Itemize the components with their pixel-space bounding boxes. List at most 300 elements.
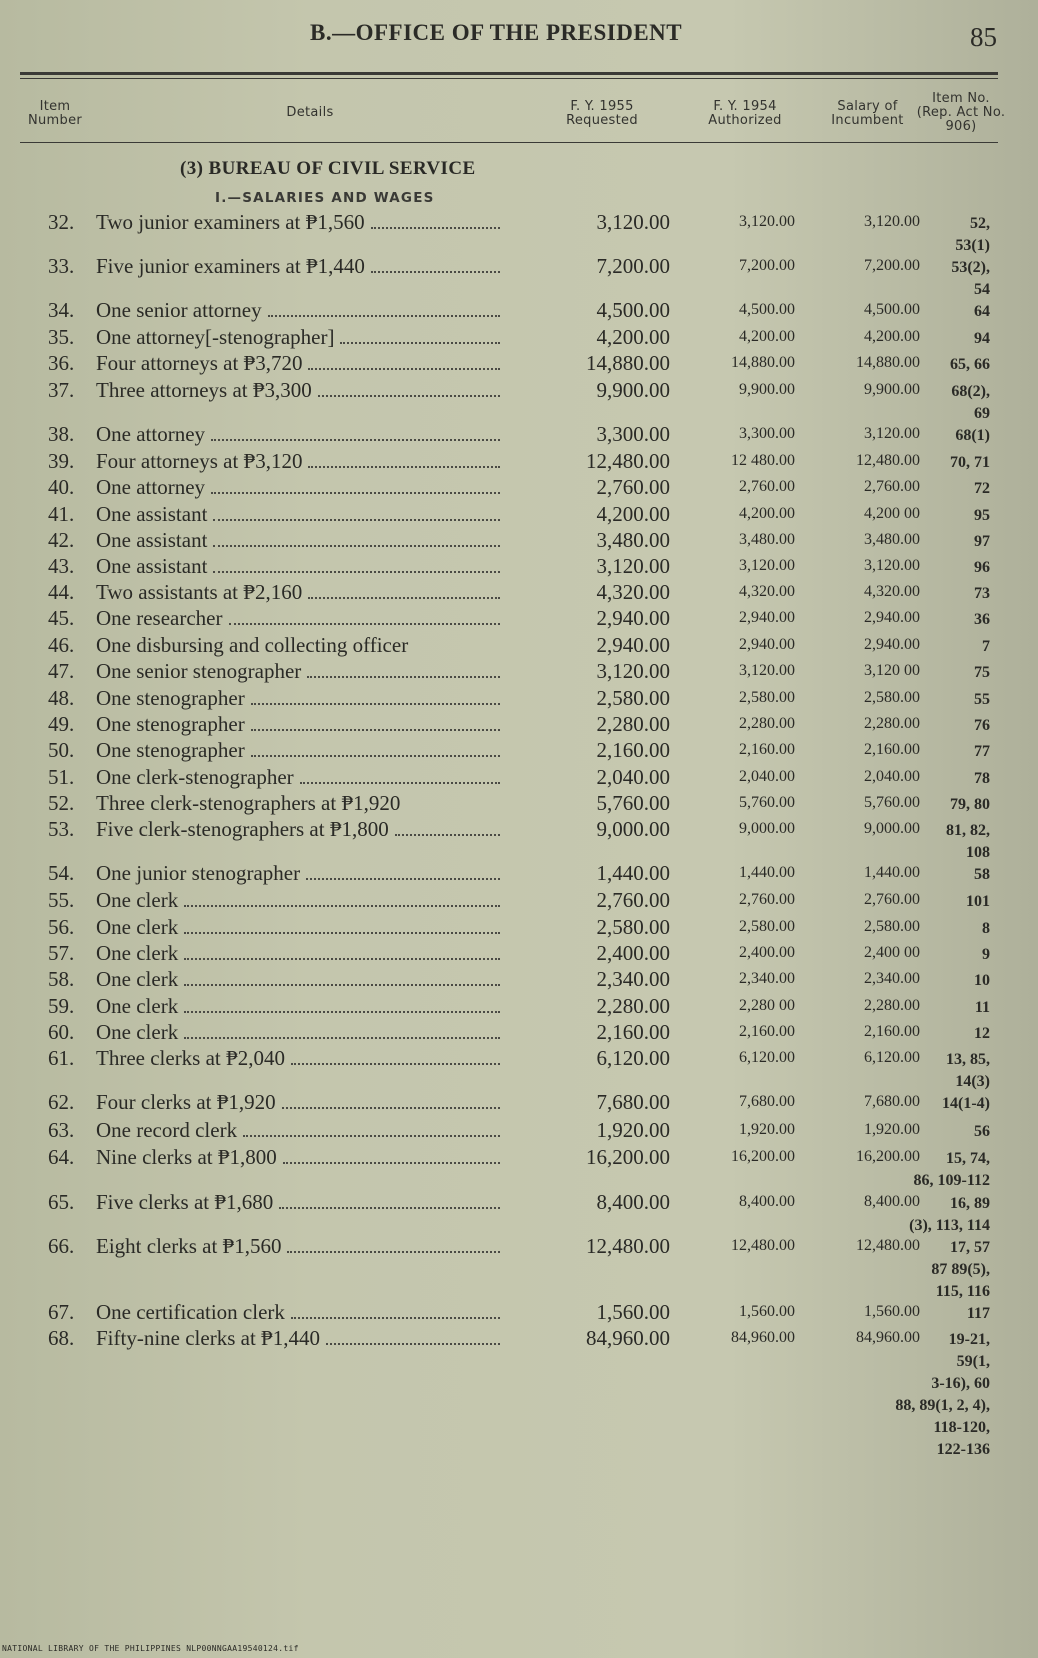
item-number: 50.	[48, 738, 75, 762]
requested-amount: 14,880.00	[586, 351, 670, 375]
item-detail-text: Three clerks at ₱2,040	[96, 1046, 285, 1070]
item-reference	[890, 422, 990, 447]
item-number: 39.	[48, 449, 75, 473]
incumbent-salary: 4,200 00	[864, 505, 920, 522]
item-reference	[890, 633, 990, 658]
item-detail-text: Nine clerks at ₱1,800	[96, 1145, 277, 1169]
authorized-amount: 12 480.00	[731, 452, 795, 469]
authorized-amount: 2,760.00	[739, 478, 795, 495]
item-reference-line: 14(3)	[955, 1073, 990, 1090]
item-reference	[890, 1145, 990, 1192]
requested-amount: 8,400.00	[596, 1190, 670, 1214]
authorized-amount: 84,960.00	[731, 1329, 795, 1346]
leader-dots	[251, 713, 500, 731]
table-row	[0, 1300, 1038, 1326]
column-header-details: Details	[286, 105, 334, 120]
item-detail-text: One attorney[-stenographer]	[96, 325, 335, 349]
item-detail	[96, 633, 504, 659]
leader-dots	[291, 1301, 500, 1319]
item-detail	[96, 210, 504, 236]
item-number: 33.	[48, 254, 75, 278]
requested-amount: 7,680.00	[596, 1090, 670, 1114]
item-detail	[96, 686, 504, 712]
incumbent-salary: 3,120.00	[864, 425, 920, 442]
item-reference	[890, 606, 990, 631]
item-reference	[890, 528, 990, 553]
item-reference	[890, 1090, 990, 1115]
item-number: 47.	[48, 659, 75, 683]
leader-dots	[287, 1235, 500, 1253]
item-reference	[890, 449, 990, 474]
incumbent-salary: 12,480.00	[856, 1237, 920, 1254]
item-reference-line: 94	[974, 330, 990, 347]
incumbent-salary: 2,580.00	[864, 918, 920, 935]
item-detail	[96, 817, 504, 843]
incumbent-salary: 7,200.00	[864, 257, 920, 274]
incumbent-salary: 2,160.00	[864, 741, 920, 758]
item-reference	[890, 659, 990, 684]
leader-dots	[184, 942, 500, 960]
requested-amount: 12,480.00	[586, 1234, 670, 1258]
authorized-amount: 2,160.00	[739, 1023, 795, 1040]
item-detail	[96, 422, 504, 448]
item-detail-text: Four attorneys at ₱3,720	[96, 351, 303, 375]
item-number: 40.	[48, 475, 75, 499]
item-number: 35.	[48, 325, 75, 349]
incumbent-salary: 8,400.00	[864, 1193, 920, 1210]
authorized-amount: 4,320.00	[739, 583, 795, 600]
incumbent-salary: 2,940.00	[864, 636, 920, 653]
incumbent-salary: 16,200.00	[856, 1148, 920, 1165]
leader-dots	[268, 299, 500, 317]
item-reference-line: 56	[974, 1123, 990, 1140]
item-detail-text: Eight clerks at ₱1,560	[96, 1234, 282, 1258]
requested-amount: 2,580.00	[596, 915, 670, 939]
authorized-amount: 2,580.00	[739, 689, 795, 706]
item-reference-line: 54	[974, 281, 990, 298]
incumbent-salary: 2,400 00	[864, 944, 920, 961]
leader-dots	[306, 862, 500, 880]
item-reference-line: 10	[974, 972, 990, 989]
item-detail-text: One clerk-stenographer	[96, 765, 294, 789]
requested-amount: 2,760.00	[596, 888, 670, 912]
incumbent-salary: 12,480.00	[856, 452, 920, 469]
incumbent-salary: 2,280.00	[864, 715, 920, 732]
authorized-amount: 2,940.00	[739, 636, 795, 653]
incumbent-salary: 2,160.00	[864, 1023, 920, 1040]
item-reference-line: 13, 85,	[946, 1051, 990, 1068]
leader-dots	[213, 555, 500, 573]
requested-amount: 7,200.00	[596, 254, 670, 278]
item-number: 36.	[48, 351, 75, 375]
item-detail	[96, 449, 504, 475]
item-reference-line: 15, 74,	[946, 1150, 990, 1167]
leader-dots	[308, 450, 500, 468]
item-reference-line: 77	[974, 743, 990, 760]
authorized-amount: 5,760.00	[739, 794, 795, 811]
item-detail	[96, 915, 504, 941]
item-reference-line: 11	[974, 999, 990, 1016]
item-detail-text: One attorney	[96, 475, 206, 499]
incumbent-salary: 1,440.00	[864, 864, 920, 881]
requested-amount: 1,440.00	[596, 861, 670, 885]
leader-dots	[211, 423, 500, 441]
requested-amount: 9,900.00	[596, 378, 670, 402]
item-reference-line: 101	[966, 893, 990, 910]
item-reference	[890, 686, 990, 711]
item-detail-text: One assistant	[96, 502, 208, 526]
table-row	[0, 888, 1038, 914]
item-number: 67.	[48, 1300, 75, 1324]
item-reference-line: 68(1)	[955, 427, 990, 444]
incumbent-salary: 6,120.00	[864, 1049, 920, 1066]
requested-amount: 3,300.00	[596, 422, 670, 446]
leader-dots	[395, 818, 500, 836]
item-detail-text: One clerk	[96, 888, 179, 912]
item-reference	[890, 765, 990, 790]
item-reference-line: (3), 113, 114	[909, 1217, 990, 1234]
authorized-amount: 4,200.00	[739, 505, 795, 522]
item-number: 55.	[48, 888, 75, 912]
item-detail-text: One certification clerk	[96, 1300, 285, 1324]
item-reference-line: 53(1)	[955, 237, 990, 254]
table-row	[0, 712, 1038, 738]
item-reference-line: 59(1,	[956, 1353, 990, 1370]
item-detail	[96, 1145, 504, 1171]
item-reference-line: 79, 80	[950, 796, 990, 813]
item-number: 60.	[48, 1020, 75, 1044]
item-reference	[890, 1190, 990, 1237]
item-detail-text: Three clerk-stenographers at ₱1,920	[96, 791, 401, 815]
table-row	[0, 915, 1038, 941]
table-row	[0, 325, 1038, 351]
item-reference-line: 55	[974, 691, 990, 708]
leader-dots	[213, 529, 500, 547]
authorized-amount: 2,040.00	[739, 768, 795, 785]
leader-dots	[282, 1091, 500, 1109]
requested-amount: 4,200.00	[596, 502, 670, 526]
item-detail	[96, 1234, 504, 1260]
table-row	[0, 1234, 1038, 1300]
item-reference-line: 117	[966, 1305, 990, 1322]
table-row	[0, 528, 1038, 554]
item-number: 52.	[48, 791, 75, 815]
requested-amount: 84,960.00	[586, 1326, 670, 1350]
requested-amount: 2,280.00	[596, 994, 670, 1018]
item-detail	[96, 1326, 504, 1352]
item-detail-text: Four attorneys at ₱3,120	[96, 449, 303, 473]
column-header-authorized: F. Y. 1954 Authorized	[708, 99, 782, 128]
item-reference-line: 14(1-4)	[942, 1095, 990, 1112]
authorized-amount: 8,400.00	[739, 1193, 795, 1210]
item-number: 61.	[48, 1046, 75, 1070]
item-number: 37.	[48, 378, 75, 402]
requested-amount: 2,160.00	[596, 1020, 670, 1044]
item-detail-text: Four clerks at ₱1,920	[96, 1090, 276, 1114]
incumbent-salary: 4,200.00	[864, 328, 920, 345]
authorized-amount: 1,440.00	[739, 864, 795, 881]
item-number: 34.	[48, 298, 75, 322]
item-reference	[890, 941, 990, 966]
table-row	[0, 967, 1038, 993]
item-detail	[96, 475, 504, 501]
leader-dots	[251, 739, 500, 757]
incumbent-salary: 4,320.00	[864, 583, 920, 600]
requested-amount: 16,200.00	[586, 1145, 670, 1169]
authorized-amount: 7,200.00	[739, 257, 795, 274]
authorized-amount: 3,120.00	[739, 557, 795, 574]
item-detail	[96, 351, 504, 377]
item-detail-text: One record clerk	[96, 1118, 238, 1142]
leader-dots	[184, 995, 500, 1013]
leader-dots	[211, 476, 500, 494]
requested-amount: 2,160.00	[596, 738, 670, 762]
item-number: 32.	[48, 210, 75, 234]
item-detail-text: Two assistants at ₱2,160	[96, 580, 303, 604]
item-reference-line: 115, 116	[935, 1283, 990, 1300]
authorized-amount: 2,760.00	[739, 891, 795, 908]
item-detail-text: One stenographer	[96, 712, 245, 736]
item-detail-text: Five clerks at ₱1,680	[96, 1190, 274, 1214]
authorized-amount: 2,400.00	[739, 944, 795, 961]
item-reference	[890, 738, 990, 763]
item-reference-line: 8	[982, 920, 990, 937]
item-reference-line: 65, 66	[950, 356, 990, 373]
requested-amount: 1,920.00	[596, 1118, 670, 1142]
item-detail	[96, 580, 504, 606]
item-reference	[890, 1020, 990, 1045]
incumbent-salary: 3,120 00	[864, 662, 920, 679]
item-detail-text: One clerk	[96, 994, 179, 1018]
item-number: 43.	[48, 554, 75, 578]
item-detail	[96, 1090, 504, 1116]
incumbent-salary: 5,760.00	[864, 794, 920, 811]
item-detail-text: One senior stenographer	[96, 659, 302, 683]
incumbent-salary: 84,960.00	[856, 1329, 920, 1346]
incumbent-salary: 2,940.00	[864, 609, 920, 626]
scan-footer: NATIONAL LIBRARY OF THE PHILIPPINES NLP00NNGAA19540124.tif	[2, 1644, 299, 1653]
item-reference	[890, 1300, 990, 1325]
table-row	[0, 502, 1038, 528]
leader-dots	[371, 211, 500, 229]
table-row	[0, 422, 1038, 448]
incumbent-salary: 2,760.00	[864, 891, 920, 908]
item-detail-text: Fifty-nine clerks at ₱1,440	[96, 1326, 320, 1350]
table-row	[0, 254, 1038, 298]
leader-dots	[243, 1119, 500, 1137]
authorized-amount: 1,920.00	[739, 1121, 795, 1138]
item-detail-text: One clerk	[96, 915, 179, 939]
item-reference-line: 19-21,	[948, 1331, 990, 1348]
item-number: 66.	[48, 1234, 75, 1258]
item-reference	[890, 580, 990, 605]
item-reference	[890, 210, 990, 257]
authorized-amount: 7,680.00	[739, 1093, 795, 1110]
incumbent-salary: 3,480.00	[864, 531, 920, 548]
item-reference-line: 87 89(5),	[931, 1261, 990, 1278]
table-row	[0, 580, 1038, 606]
leader-dots	[251, 687, 500, 705]
item-reference-line: 9	[982, 946, 990, 963]
item-detail	[96, 941, 504, 967]
item-detail-text: Five junior examiners at ₱1,440	[96, 254, 365, 278]
leader-dots	[307, 660, 500, 678]
leader-dots	[213, 503, 500, 521]
requested-amount: 4,500.00	[596, 298, 670, 322]
item-number: 45.	[48, 606, 75, 630]
table-row	[0, 791, 1038, 817]
leader-dots	[291, 1047, 500, 1065]
incumbent-salary: 2,580.00	[864, 689, 920, 706]
item-detail-text: One assistant	[96, 554, 208, 578]
leader-dots	[318, 379, 500, 397]
item-reference-line: 12	[974, 1025, 990, 1042]
item-number: 53.	[48, 817, 75, 841]
requested-amount: 2,760.00	[596, 475, 670, 499]
item-reference-line: 53(2),	[951, 259, 990, 276]
incumbent-salary: 3,120.00	[864, 557, 920, 574]
leader-dots	[229, 607, 501, 625]
table-row	[0, 659, 1038, 685]
item-number: 58.	[48, 967, 75, 991]
item-reference	[890, 967, 990, 992]
item-detail-text: One disbursing and collecting officer	[96, 633, 409, 657]
authorized-amount: 2,940.00	[739, 609, 795, 626]
item-detail-text: Two junior examiners at ₱1,560	[96, 210, 365, 234]
section-title: (3) BUREAU OF CIVIL SERVICE	[180, 158, 476, 179]
leader-dots	[184, 916, 500, 934]
incumbent-salary: 1,560.00	[864, 1303, 920, 1320]
item-number: 68.	[48, 1326, 75, 1350]
item-reference	[890, 254, 990, 301]
item-reference-line: 75	[974, 664, 990, 681]
item-detail	[96, 738, 504, 764]
item-number: 62.	[48, 1090, 75, 1114]
table-row	[0, 686, 1038, 712]
table-row	[0, 475, 1038, 501]
authorized-amount: 4,200.00	[739, 328, 795, 345]
item-reference	[890, 325, 990, 350]
section-subtitle: I.—SALARIES AND WAGES	[215, 190, 435, 206]
table-row	[0, 298, 1038, 324]
requested-amount: 1,560.00	[596, 1300, 670, 1324]
table-row	[0, 210, 1038, 254]
item-detail	[96, 528, 504, 554]
item-detail-text: One researcher	[96, 606, 223, 630]
item-reference	[890, 1234, 990, 1303]
item-detail	[96, 606, 504, 632]
item-reference-line: 52,	[970, 215, 990, 232]
item-detail-text: One stenographer	[96, 686, 245, 710]
item-detail-text: One assistant	[96, 528, 208, 552]
item-reference-line: 78	[974, 770, 990, 787]
page-title: B.—OFFICE OF THE PRESIDENT	[310, 20, 683, 45]
item-reference-line: 97	[974, 533, 990, 550]
item-detail	[96, 791, 504, 817]
table-row	[0, 738, 1038, 764]
item-detail	[96, 1300, 504, 1326]
requested-amount: 2,940.00	[596, 606, 670, 630]
item-reference	[890, 1326, 990, 1461]
item-detail-text: Five clerk-stenographers at ₱1,800	[96, 817, 389, 841]
item-detail	[96, 888, 504, 914]
item-reference-line: 95	[974, 507, 990, 524]
item-detail	[96, 502, 504, 528]
item-reference-line: 70, 71	[950, 454, 990, 471]
item-number: 65.	[48, 1190, 75, 1214]
authorized-amount: 12,480.00	[731, 1237, 795, 1254]
authorized-amount: 2,580.00	[739, 918, 795, 935]
item-reference	[890, 994, 990, 1019]
incumbent-salary: 3,120.00	[864, 213, 920, 230]
table-row	[0, 817, 1038, 861]
item-number: 57.	[48, 941, 75, 965]
page-number: 85	[970, 22, 997, 52]
leader-dots	[308, 581, 500, 599]
incumbent-salary: 2,340.00	[864, 970, 920, 987]
item-reference-line: 68(2),	[951, 383, 990, 400]
incumbent-salary: 7,680.00	[864, 1093, 920, 1110]
table-row	[0, 633, 1038, 659]
incumbent-salary: 2,040.00	[864, 768, 920, 785]
item-number: 63.	[48, 1118, 75, 1142]
incumbent-salary: 4,500.00	[864, 301, 920, 318]
item-reference	[890, 502, 990, 527]
item-reference-line: 73	[974, 585, 990, 602]
requested-amount: 3,120.00	[596, 659, 670, 683]
item-detail	[96, 325, 504, 351]
column-header-item-no: Item No. (Rep. Act No. 906)	[916, 91, 1006, 134]
authorized-amount: 3,120.00	[739, 662, 795, 679]
item-reference-line: 36	[974, 611, 990, 628]
leader-dots	[184, 968, 500, 986]
item-reference	[890, 378, 990, 425]
item-reference	[890, 817, 990, 864]
item-reference-line: 7	[982, 638, 990, 655]
table-row	[0, 765, 1038, 791]
item-reference	[890, 1118, 990, 1143]
item-number: 49.	[48, 712, 75, 736]
item-detail	[96, 967, 504, 993]
item-detail-text: One clerk	[96, 1020, 179, 1044]
item-detail	[96, 1118, 504, 1144]
table-row	[0, 449, 1038, 475]
table-row	[0, 1118, 1038, 1144]
item-reference	[890, 915, 990, 940]
item-detail	[96, 554, 504, 580]
item-reference-line: 96	[974, 559, 990, 576]
item-reference-line: 3-16), 60	[931, 1375, 990, 1392]
incumbent-salary: 2,760.00	[864, 478, 920, 495]
authorized-amount: 3,300.00	[739, 425, 795, 442]
requested-amount: 2,340.00	[596, 967, 670, 991]
column-header-requested: F. Y. 1955 Requested	[566, 99, 638, 128]
item-reference	[890, 791, 990, 816]
authorized-amount: 4,500.00	[739, 301, 795, 318]
table-row	[0, 378, 1038, 422]
authorized-amount: 2,160.00	[739, 741, 795, 758]
item-reference	[890, 1046, 990, 1093]
authorized-amount: 3,120.00	[739, 213, 795, 230]
column-header-salary: Salary of Incumbent	[831, 99, 904, 128]
item-reference-line: 76	[974, 717, 990, 734]
item-detail	[96, 712, 504, 738]
item-number: 54.	[48, 861, 75, 885]
item-detail-text: Three attorneys at ₱3,300	[96, 378, 312, 402]
leader-dots	[279, 1191, 500, 1209]
item-detail	[96, 254, 504, 280]
leader-dots	[283, 1146, 500, 1164]
